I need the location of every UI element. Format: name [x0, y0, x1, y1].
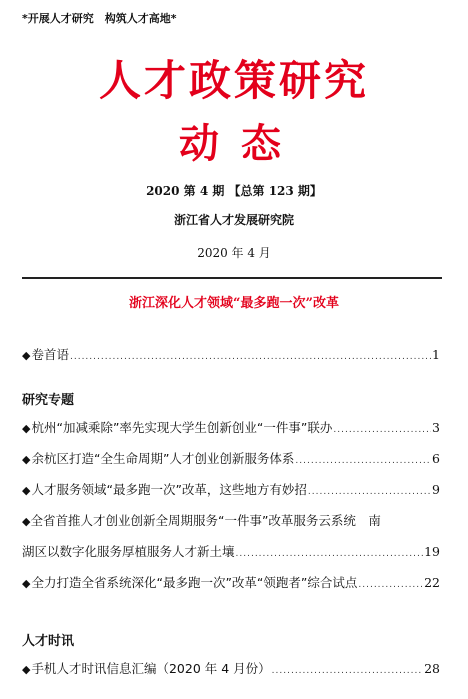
issue-headline: 浙江深化人才领域“最多跑一次”改革 — [129, 296, 339, 311]
section-heading-news: 人才时讯 — [22, 634, 75, 649]
toc-page-number: 3 — [432, 420, 440, 435]
diamond-bullet-icon: ◆ — [22, 422, 31, 435]
publisher: 浙江省人才发展研究院 — [173, 213, 294, 227]
toc-entry-title-continued: 湖区以数字化服务厚植服务人才新土壤 — [22, 544, 235, 559]
toc-entry-title: 全省首推人才创业创新全周期服务“一件事”改革服务云系统 南 — [30, 513, 381, 528]
toc-entry-title: 人才服务领域“最多跑一次”改革，这些地方有妙招 — [31, 482, 307, 497]
toc-page-number: 9 — [432, 482, 440, 497]
dot-leader — [70, 352, 431, 362]
journal-title: 人才政策研究 — [98, 56, 369, 105]
toc-entry[interactable] — [22, 449, 440, 467]
toc-page-number: 1 — [432, 347, 440, 362]
dot-leader — [333, 425, 431, 435]
toc-entry-line1[interactable] — [22, 511, 440, 529]
journal-subtitle: 动态 — [179, 120, 303, 167]
toc-entry-title: 卷首语 — [31, 347, 69, 362]
toc-entry[interactable] — [22, 480, 440, 498]
diamond-bullet-icon: ◆ — [22, 349, 31, 362]
dot-leader — [358, 580, 423, 590]
toc-entry-preface[interactable] — [22, 345, 440, 363]
toc-entry-title: 全力打造全省系统深化“最多跑一次”改革“领跑者”综合试点 — [31, 575, 358, 590]
dot-leader — [272, 666, 423, 676]
section-heading-research: 研究专题 — [22, 393, 75, 408]
toc-entry-line2[interactable] — [22, 542, 440, 560]
diamond-bullet-icon: ◆ — [22, 484, 31, 497]
header-divider — [22, 277, 442, 279]
toc-entry-title: 手机人才时讯信息汇编（2020 年 4 月份） — [31, 661, 271, 676]
toc-entry-title: 杭州“加减乘除”率先实现大学生创新创业“一件事”联办 — [31, 420, 333, 435]
dot-leader — [295, 456, 431, 466]
toc-page-number: 28 — [424, 661, 440, 676]
toc-entry[interactable] — [22, 659, 440, 677]
diamond-bullet-icon: ◆ — [22, 515, 31, 528]
toc-entry[interactable] — [22, 418, 440, 436]
toc-page-number: 22 — [424, 575, 440, 590]
dot-leader — [308, 487, 431, 497]
diamond-bullet-icon: ◆ — [22, 663, 31, 676]
issue-number: 2020 第 4 期 【总第 123 期】 — [146, 184, 322, 198]
toc-entry[interactable] — [22, 573, 440, 591]
diamond-bullet-icon: ◆ — [22, 577, 31, 590]
toc-page-number: 6 — [432, 451, 440, 466]
dot-leader — [236, 549, 424, 559]
toc-entry-title: 余杭区打造“全生命周期”人才创业创新服务体系 — [31, 451, 295, 466]
slogan: *开展人才研究 构筑人才高地* — [22, 12, 177, 25]
issue-date: 2020 年 4 月 — [197, 246, 271, 260]
toc-page-number: 19 — [424, 544, 440, 559]
diamond-bullet-icon: ◆ — [22, 453, 31, 466]
